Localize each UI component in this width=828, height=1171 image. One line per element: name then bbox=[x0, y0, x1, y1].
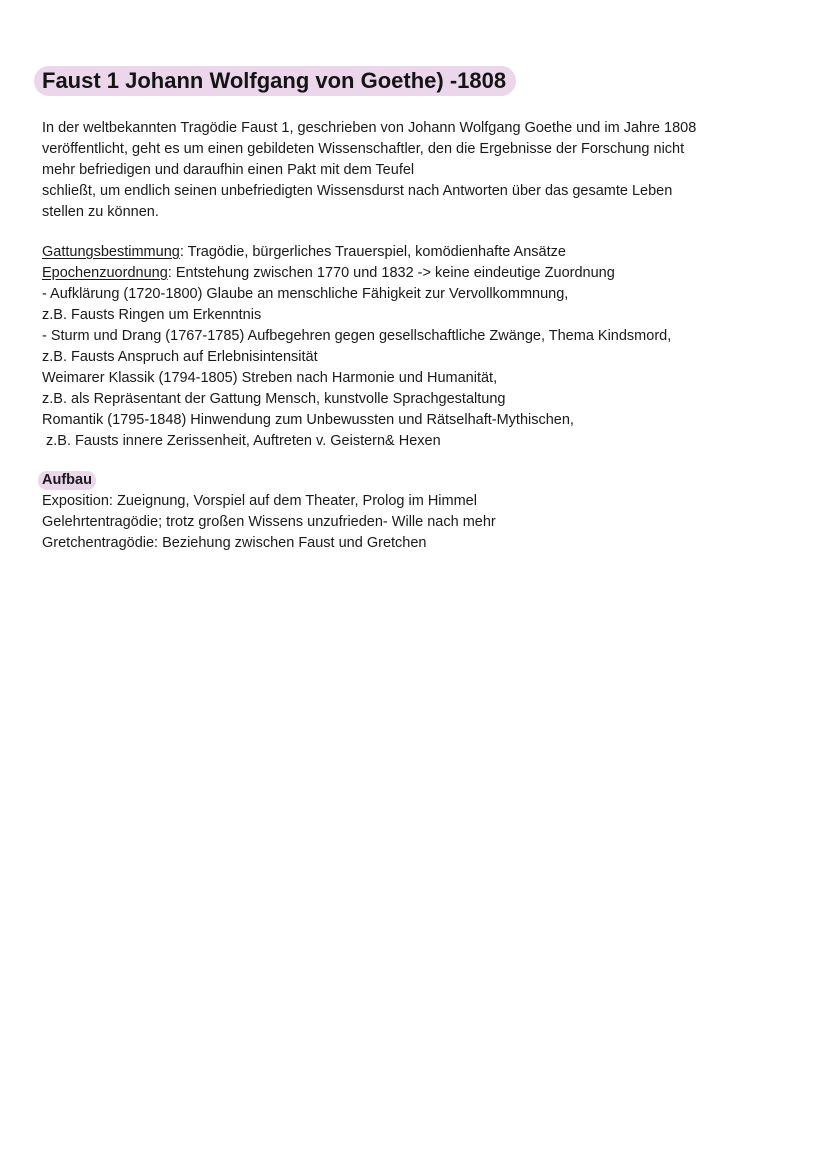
intro-line: stellen zu können. bbox=[42, 204, 159, 220]
aufbau-section bbox=[42, 491, 782, 554]
classification-section bbox=[42, 242, 782, 452]
gattung-line bbox=[42, 242, 782, 263]
intro-line: schließt, um endlich seinen unbefriedigten Wissensdurst nach Antworten über das gesamte Leben bbox=[42, 183, 673, 199]
intro-paragraph bbox=[42, 118, 772, 223]
epoche-text: : Entstehung zwischen 1770 und 1832 -> keine eindeutige Zuordnung bbox=[167, 265, 615, 281]
epoch-line: z.B. Fausts innere Zerissenheit, Auftreten v. Geistern& Hexen bbox=[42, 433, 441, 449]
aufbau-line: Gelehrtentragödie; trotz großen Wissens unzufrieden- Wille nach mehr bbox=[42, 514, 496, 530]
epoch-line: Weimarer Klassik (1794-1805) Streben nach Harmonie und Humanität, bbox=[42, 370, 498, 386]
intro-line: veröffentlicht, geht es um einen gebildeten Wissenschaftler, den die Ergebnisse der Forschung nicht bbox=[42, 141, 685, 157]
gattung-label: Gattungsbestimmung bbox=[42, 244, 180, 260]
intro-line: mehr befriedigen und daraufhin einen Pakt mit dem Teufel bbox=[42, 162, 415, 178]
epoch-line: Romantik (1795-1848) Hinwendung zum Unbewussten und Rätselhaft-Mythischen, bbox=[42, 412, 574, 428]
page-title: Faust 1 Johann Wolfgang von Goethe) -1808 bbox=[34, 66, 516, 96]
epoch-line: z.B. Fausts Ringen um Erkenntnis bbox=[42, 307, 262, 323]
aufbau-line: Gretchentragödie: Beziehung zwischen Faust und Gretchen bbox=[42, 535, 427, 551]
epoche-line bbox=[42, 263, 782, 284]
aufbau-line: Exposition: Zueignung, Vorspiel auf dem Theater, Prolog im Himmel bbox=[42, 493, 477, 509]
epoche-label: Epochenzuordnung bbox=[42, 265, 168, 281]
epoch-line: - Aufklärung (1720-1800) Glaube an menschliche Fähigkeit zur Vervollkommnung, bbox=[42, 286, 569, 302]
epoch-line: z.B. Fausts Anspruch auf Erlebnisintensität bbox=[42, 349, 318, 365]
aufbau-heading: Aufbau bbox=[38, 471, 96, 490]
gattung-text: : Tragödie, bürgerliches Trauerspiel, komödienhafte Ansätze bbox=[179, 244, 566, 260]
epoch-line: z.B. als Repräsentant der Gattung Mensch, kunstvolle Sprachgestaltung bbox=[42, 391, 506, 407]
epoch-line: - Sturm und Drang (1767-1785) Aufbegehren gegen gesellschaftliche Zwänge, Thema Kindsmord, bbox=[42, 328, 672, 344]
intro-line: In der weltbekannten Tragödie Faust 1, geschrieben von Johann Wolfgang Goethe und im Jahre 1808 bbox=[42, 120, 697, 136]
